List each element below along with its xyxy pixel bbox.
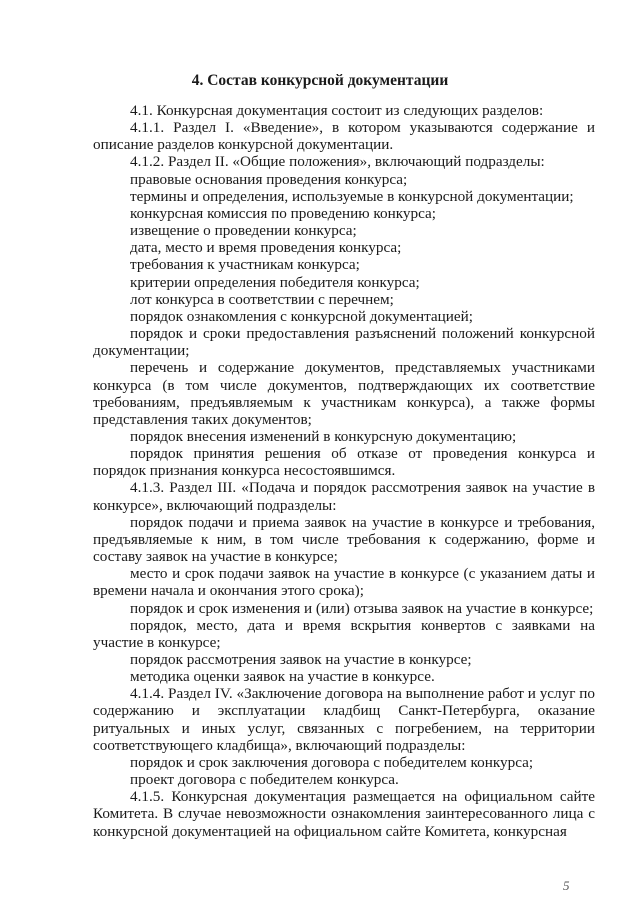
list-item: конкурсная комиссия по проведению конкурса; bbox=[130, 204, 437, 222]
list-item: проект договора с победителем конкурса. bbox=[130, 771, 399, 789]
list-item: перечень и содержание документов, представляемых участниками конкурса (в том числе документов, подтверждающих их соответствие требованиям, предъявляемым к участникам конкурса), а также формы представления таких документов; bbox=[93, 359, 595, 428]
list-item: порядок и сроки предоставления разъяснений положений конкурсной документации; bbox=[93, 325, 595, 360]
list-item: термины и определения, используемые в конкурсной документации; bbox=[130, 187, 574, 205]
section-body bbox=[93, 102, 595, 840]
list-item: требования к участникам конкурса; bbox=[130, 256, 360, 274]
list-item: правовые основания проведения конкурса; bbox=[130, 170, 408, 188]
list-item: порядок рассмотрения заявок на участие в конкурсе; bbox=[130, 651, 472, 668]
section-title: 4. Состав конкурсной документации bbox=[191, 72, 449, 89]
list-item: порядок ознакомления с конкурсной документацией; bbox=[130, 307, 474, 325]
paragraph: 4.1.3. Раздел III. «Подача и порядок рассмотрения заявок на участие в конкурсе», включающий подразделы: bbox=[93, 479, 595, 514]
list-item: дата, место и время проведения конкурса; bbox=[130, 239, 402, 257]
list-item: порядок внесения изменений в конкурсную документацию; bbox=[130, 427, 517, 445]
list-item: место и срок подачи заявок на участие в конкурсе (с указанием даты и времени начала и окончания этого срока); bbox=[93, 565, 595, 600]
list-item: критерии определения победителя конкурса; bbox=[130, 273, 420, 291]
paragraph: 4.1.5. Конкурсная документация размещается на официальном сайте Комитета. В случае невозможности ознакомления заинтересованного лица с конкурсной документацией на официальном сайте Комитета, конкурсная bbox=[93, 788, 595, 840]
list-item: методика оценки заявок на участие в конкурсе. bbox=[130, 668, 435, 686]
paragraph: 4.1.4. Раздел IV. «Заключение договора на выполнение работ и услуг по содержанию и эксплуатации кладбищ Санкт-Петербурга, оказание ритуальных и иных услуг, связанных с погребением, на территории соответствующего кладбища», включающий подразделы: bbox=[93, 685, 595, 754]
page-number: 5 bbox=[563, 878, 570, 893]
list-item: порядок принятия решения об отказе от проведения конкурса и порядок признания конкурса несостоявшимся. bbox=[93, 445, 595, 480]
list-item: извещение о проведении конкурса; bbox=[130, 222, 357, 240]
list-item: порядок и срок заключения договора с победителем конкурса; bbox=[130, 753, 534, 771]
list-item: порядок и срок изменения и (или) отзыва заявок на участие в конкурсе; bbox=[130, 599, 594, 617]
list-item: порядок, место, дата и время вскрытия конвертов с заявками на участие в конкурсе; bbox=[93, 616, 595, 651]
paragraph: 4.1.2. Раздел II. «Общие положения», включающий подразделы: bbox=[130, 153, 545, 171]
paragraph: 4.1. Конкурсная документация состоит из следующих разделов: bbox=[130, 102, 544, 119]
list-item: лот конкурса в соответствии с перечнем; bbox=[130, 290, 394, 308]
list-item: порядок подачи и приема заявок на участие в конкурсе и требования, предъявляемые к ним, в том числе требования к содержанию, форме и составу заявок на участие в конкурсе; bbox=[93, 513, 595, 566]
paragraph: 4.1.1. Раздел I. «Введение», в котором указываются содержание и описание разделов конкурсной документации. bbox=[93, 119, 595, 154]
